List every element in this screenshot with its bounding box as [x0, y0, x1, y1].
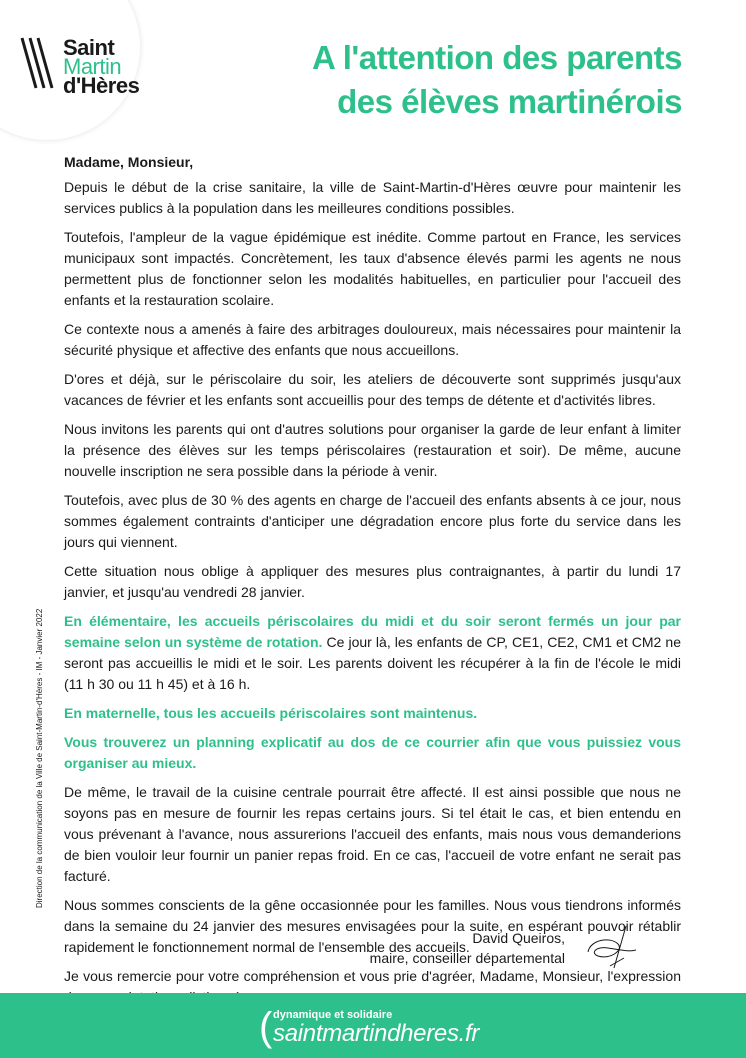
footer-tagline: dynamique et solidaire	[273, 1009, 393, 1021]
logo-line-dheres: d'Hères	[63, 73, 140, 98]
paragraph-12: Nous sommes conscients de la gêne occasionnée pour les familles. Nous vous tiendrons informés dans la semaine du 24 janvier des mesures envisagées pour la suite, en espérant pouvoir rétablir rapidement le fonctionnement normal de l'ensemble des accueils.	[64, 897, 681, 955]
paragraph-7: Cette situation nous oblige à appliquer des mesures plus contraignantes, à partir du lundi 17 janvier, et jusqu'au vendredi 28 janvier.	[64, 563, 681, 600]
logo-line-saint: Saint	[63, 35, 115, 60]
signatory-role: maire, conseiller départemental	[369, 950, 565, 966]
logo-line-martin: Martin	[63, 54, 122, 79]
paragraph-8	[64, 611, 681, 695]
paragraph-5: Nous invitons les parents qui ont d'autres solutions pour organiser la garde de leur enfant à limiter la présence des élèves sur les temps périscolaires (restauration et soir). De même, aucune nouvelle inscription ne sera possible dans la période à venir.	[64, 421, 681, 479]
page-title	[312, 36, 682, 124]
letter-body	[64, 152, 681, 1016]
title-line-1: A l'attention des parents	[311, 39, 682, 76]
signature-block	[370, 928, 565, 968]
salutation: Madame, Monsieur,	[64, 154, 194, 170]
logo-area	[0, 0, 146, 146]
paragraph-11: De même, le travail de la cuisine centrale pourrait être affecté. Il est ainsi possible que nous ne soyons pas en mesure de fournir les repas certains jours. Si tel était le cas, et bien entendu en vous prévenant à l'avance, nous assurerions l'accueil des enfants, mais nous vous demanderions de bien vouloir leur fournir un panier repas froid. En ce cas, l'accueil de votre enfant ne serait pas facturé.	[64, 784, 681, 884]
title-line-2: des élèves martinérois	[337, 83, 682, 120]
paragraph-2: Toutefois, l'ampleur de la vague épidémique est inédite. Comme partout en France, les services municipaux sont impactés. Concrètement, les taux d'absence élevés parmi les agents ne nous permettent plus de fonctionner selon les modalités habituelles, en particulier pour l'accueil des enfants et la restauration scolaire.	[64, 229, 681, 308]
handwritten-signature-icon	[580, 922, 640, 972]
side-credit: Direction de la communication de la Ville de Saint-Martin-d'Hères - IM - Janvier 2022	[35, 608, 44, 908]
logo-wordmark	[63, 35, 140, 98]
paragraph-6: Toutefois, avec plus de 30 % des agents en charge de l'accueil des enfants absents à ce jour, nous sommes également contraints d'anticiper une dégradation encore plus forte du service dans les jours qui viennent.	[64, 492, 681, 550]
paragraph-13: Je vous remercie pour votre compréhension et vous prie d'agréer, Madame, Monsieur, l'expression	[64, 968, 681, 984]
paragraph-4: D'ores et déjà, sur le périscolaire du soir, les ateliers de découverte sont supprimés jusqu'aux vacances de février et les enfants sont accueillis pour des temps de détente et d'activités libres.	[64, 371, 681, 408]
footer-bracket-icon: (	[259, 1005, 273, 1049]
paragraph-8-highlight: En élémentaire, les accueils périscolaires du midi et du soir seront fermés un jour par semaine selon un système de rotation.	[64, 613, 681, 650]
logo-slashes-icon	[20, 36, 54, 90]
signatory-name: David Queiros,	[472, 930, 565, 946]
paragraph-8-rest: Ce jour là, les enfants de CP, CE1, CE2, CM1 et CM2 ne seront pas accueillis le midi et le soir. Les parents doivent les récupérer à la fin de l'école le midi (11 h 30 ou 11 h 45) et à 16 h.	[64, 634, 681, 692]
footer-website: saintmartindheres.fr	[273, 1020, 480, 1047]
paragraph-3: Ce contexte nous a amenés à faire des arbitrages douloureux, mais nécessaires pour maintenir la sécurité physique et affective des enfants que nous accueillons.	[64, 321, 681, 358]
paragraph-1: Depuis le début de la crise sanitaire, la ville de Saint-Martin-d'Hères œuvre pour maintenir les services publics à la population dans les meilleures conditions possibles.	[64, 179, 681, 216]
paragraph-9-highlight: En maternelle, tous les accueils périscolaires sont maintenus.	[64, 705, 478, 721]
paragraph-10-highlight: Vous trouverez un planning explicatif au dos de ce courrier afin que vous puissiez vous organiser au mieux.	[64, 734, 681, 771]
